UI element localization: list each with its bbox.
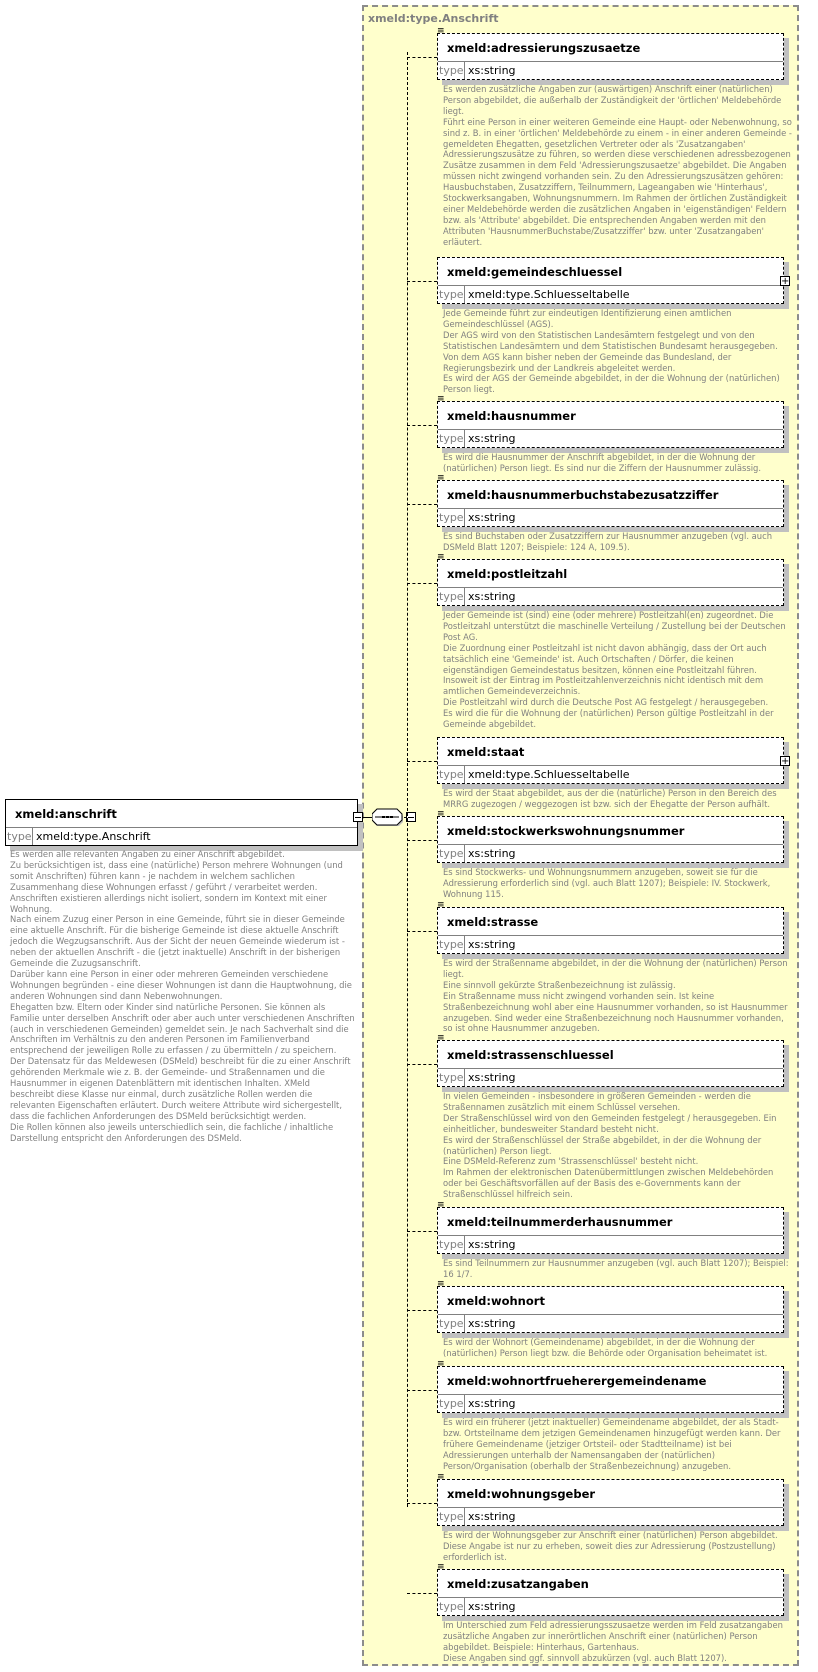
root-element-box[interactable] [5,799,358,846]
child-element[interactable] [437,257,790,395]
type-label: type [439,847,464,860]
type-value: xs:string [468,1238,516,1251]
type-label: type [439,768,464,781]
type-label: type [439,1397,464,1410]
connector-line [407,1593,437,1594]
type-row [438,1236,783,1253]
root-documentation: Es werden alle relevanten Angaben zu einer Anschrift abgebildet. Zu berücksichtigen ist, dass eine (natürliche) Person mehrere Wohnungen (und somit Anschriften) führen kann - je nachdem in welchem sachlichen Zusammenhang diese Wohnungen erfasst / geführt / verarbeitet werden. Anschriften existieren allerdings nicht isoliert, sondern im Kontext mit einer Wohnung. Nach einem Zuzug einer Person in eine Gemeinde, führt sie in dieser Gemeinde eine aktuelle Anschrift. Für die bisherige Gemeinde ist diese aktuelle Anschrift jedoch die Wegzugsanschrift. Aus der Sicht der neuen Gemeinde wiederum ist - neben der aktuellen Anschrift - die (jetzt inaktuelle) Anschrift in der bisherigen Gemeinde die Zuzugsanschrift. Darüber kann eine Person in einer oder mehreren Gemeinden verschiedene Wohnungen begründen - eine dieser Wohnungen ist dann die Hauptwohnung, die anderen Wohnungen sind dann Nebenwohnungen. Ehegatten bzw. Eltern oder Kinder sind natürliche Personen. Sie können als Familie unter derselben Anschrift oder aber auch unter verschiedenen Anschriften (auch in verschiedenen Gemeinden) gemeldet sein. Je nach Sachverhalt sind die Anschriften im Verhältnis zu den anderen Personen im Familienverband entsprechend der jeweiligen Rolle zu erfassen / zu übermitteln / zu speichern. Der Datensatz für das Meldewesen (DSMeld) beschreibt für die zu einer Anschrift gehörenden Merkmale wie z. B. der Gemeinde- und Straßennamen und die Hausnummer in eigenen Datenblättern mit identischen Inhalten. XMeld beschreibt diese Klasse nur einmal, durch zusätzliche Rollen werden die relevanten Eigenschaften erläutert. Durch weitere Attribute wird sichergestellt, dass die fachlichen Anforderungen des DSMeld berücksichtigt werden. Die Rollen können also jeweils unterschiedlich sein, die fachliche / inhaltliche Darstellung entspricht den Anforderungen des DSMeld. [10,849,355,1143]
type-row [438,1508,783,1525]
type-value: xmeld:type.Schluesseltabelle [468,768,630,781]
element-box[interactable] [437,737,790,784]
child-element[interactable] [437,1200,789,1279]
type-value: xs:string [468,1510,516,1523]
child-element[interactable] [437,1562,784,1663]
connector-line [407,1390,437,1391]
element-documentation: Es werden zusätzliche Angaben zur (auswärtigen) Anschrift einer (natürlichen) Person abgebildet, die außerhalb der Zuständigkeit der 'örtlichen' Meldebehörde liegt. Führt eine Person in einer weiteren Gemeinde eine Haupt- oder Nebenwohnung, so sind z. B. in einer 'örtlichen' Meldebehörde zu einem - in einer anderen Gemeinde - gemeldeten Ehegatten, gesetzlichen Vertreter oder als 'Zusatzangaben' Adressierungszusätze zu führen, so werden diese verschiedenen adressbezogenen Zusätze zusammen in dem Feld 'Adressierungszusaetze' abgebildet. Die Angaben müssen nicht zwingend vorhanden sein. Zu den Adressierungszusätzen gehören: Hausbuchstaben, Zusatzziffern, Teilnummern, Lageangaben wie 'Hinterhaus', Stockwerksangaben, Wohnungsnummern. Im Rahmen der örtlichen Zuständigkeit einer Meldebehörde werden die zusätzlichen Angaben in 'eigenständigen' Feldern bzw. als 'Attribute' abgebildet. Die entsprechenden Angaben werden mit den Attributen 'HausnummerBuchstabe/Zusatzziffer' bzw. unter 'Zusatzangaben' erläutert. [443,84,792,247]
element-box[interactable] [437,552,784,606]
connector-line [407,1503,437,1504]
element-documentation: Es wird ein früherer (jetzt inaktueller) Gemeindename abgebildet, der als Stadt- bzw. Ortsteilname dem jetzigen Gemeindenamen hinzugefügt werden kann. Der frühere Gemeindename (jetziger Ortsteil- oder Stadtteilname) ist bei Adressierungen unterhalb der Namensangaben der (natürlichen) Person/Organisation (oberhalb der Straßenbezeichnung) anzugeben. [443,1417,781,1471]
sequence-branch-line [407,52,408,1507]
element-documentation: Es sind Teilnummern zur Hausnummer anzugeben (vgl. auch Blatt 1207); Beispiel: 16 1/7. [443,1258,789,1279]
annotation-icon: ≡ [437,809,445,819]
type-value: xs:string [468,847,516,860]
type-row [438,62,783,79]
type-value: xs:string [468,1600,516,1613]
element-documentation: Es wird der Wohnort (Gemeindename) abgebildet, in der die Wohnung der (natürlichen) Person liegt bzw. die Behörde oder Organisation beheimatet ist. [443,1337,768,1358]
child-element[interactable] [437,552,786,730]
element-name: xmeld:strasse [438,908,783,936]
type-row [438,766,783,783]
type-row [438,1395,783,1412]
connector-line [407,583,437,584]
element-box[interactable] [437,1472,784,1526]
annotation-icon: ≡ [437,394,445,404]
plus-icon[interactable]: + [781,756,790,767]
element-name: xmeld:hausnummerbuchstabezusatzziffer [438,481,783,509]
connector-line [363,817,372,818]
annotation-icon: ≡ [437,1472,445,1482]
element-documentation: Es wird der Straßenname abgebildet, in der die Wohnung der (natürlichen) Person liegt. Eine sinnvoll gekürzte Straßenbezeichnung ist zulässig. Ein Straßenname muss nicht zwingend vorhanden sein. Ist keine Straßenbezeichnung wohl aber eine Hausnummer vorhanden, so ist Hausnummer anzugeben. Sind weder eine Straßenbezeichnung noch Hausnummer vorhanden, so ist ohne Hausnummer anzugeben. [443,958,788,1034]
connector-line [407,761,437,762]
type-value: xmeld:type.Anschrift [36,830,151,843]
child-element[interactable] [437,473,784,552]
element-name: xmeld:strassenschluessel [438,1041,783,1069]
element-documentation: Es wird die Hausnummer der Anschrift abgebildet, in der die Wohnung der (natürlichen) Person liegt. Es sind nur die Ziffern der Hausnummer zulässig. [443,452,762,473]
child-element[interactable] [437,900,788,1034]
child-element[interactable] [437,1279,784,1358]
type-row [438,430,783,447]
element-box[interactable] [437,1033,784,1087]
connector-line [407,504,437,505]
connector-line [407,57,437,58]
element-box[interactable] [437,1279,784,1333]
element-documentation: Im Unterschied zum Feld adressierungsszusaetze werden im Feld zusatzangaben zusätzliche Angaben zur innerörtlichen Anschrift einer (natürlichen) Person abgebildet. Beispiele: Hinterhaus, Gartenhaus. Diese Angaben sind ggf. sinnvoll abzukürzen (vgl. auch Blatt 1207). [443,1620,783,1663]
annotation-icon: ≡ [437,1200,445,1210]
child-element[interactable] [437,1033,784,1200]
element-name: xmeld:staat [438,738,783,766]
element-name: xmeld:wohnortfrueherergemeindename [438,1367,783,1395]
type-label: type [7,830,32,843]
element-name: xmeld:wohnungsgeber [438,1480,783,1508]
type-row [438,845,783,862]
element-name: xmeld:adressierungszusaetze [438,34,783,62]
type-row [438,936,783,953]
type-label: type [439,1071,464,1084]
type-label: type [439,64,464,77]
type-value: xs:string [468,432,516,445]
connector-line [407,425,437,426]
element-name: xmeld:zusatzangaben [438,1570,783,1598]
type-value: xs:string [468,590,516,603]
type-value: xs:string [468,1071,516,1084]
element-documentation: Es wird der Wohnungsgeber zur Anschrift einer (natürlichen) Person abgebildet. Diese Angabe ist nur zu erheben, soweit dies zur Adressierung (Postzustellung) erforderlich ist. [443,1530,778,1562]
element-box[interactable] [437,473,784,527]
sequence-compositor-icon[interactable] [372,808,404,826]
root-element-name: xmeld:anschrift [6,800,357,828]
type-value: xs:string [468,1397,516,1410]
type-row [438,1598,783,1615]
element-box[interactable] [437,900,784,954]
type-label: type [439,1317,464,1330]
connector-line [407,931,437,932]
type-row [438,509,783,526]
element-documentation: Es wird der Staat abgebildet, aus der die (natürliche) Person in den Bereich des MRRG zugezogen / weggezogen ist bzw. sich der Ehegatte der Person aufhält. [443,788,777,809]
element-documentation: Es sind Buchstaben oder Zusatzziffern zur Hausnummer anzugeben (vgl. auch DSMeld Blatt 1207; Beispiele: 124 A, 109.5). [443,531,773,552]
element-box[interactable] [437,394,784,448]
type-row [438,588,783,605]
element-box[interactable] [437,809,784,863]
element-documentation: In vielen Gemeinden - insbesondere in größeren Gemeinden - werden die Straßennamen zusätzlich mit einem Schlüssel versehen. Der Straßenschlüssel wird von den Gemeinden festgelegt / herausgegeben. Ein einheitlicher, bundesweiter Standard besteht nicht. Es wird der Straßenschlüssel der Straße abgebildet, in der die Wohnung der (natürlichen) Person liegt. Eine DSMeld-Referenz zum 'Strassenschlüssel' besteht nicht. Im Rahmen der elektronischen Datenübermittlungen zwischen Meldebehörden oder bei Geschäftsvorfällen auf der Basis des e-Governments kann der Straßenschlüssel hilfreich sein. [443,1091,777,1200]
child-element[interactable] [437,737,790,809]
type-label: type [439,938,464,951]
connector-line [407,1231,437,1232]
complex-type-title: xmeld:type.Anschrift [368,12,499,25]
connector-line [407,281,437,282]
plus-icon[interactable]: + [781,276,790,287]
element-documentation: Jeder Gemeinde ist (sind) eine (oder mehrere) Postleitzahl(en) zugeordnet. Die Postleitzahl unterstützt die maschinelle Verteilung / Zustellung bei der Deutschen Post AG. Die Zuordnung einer Postleitzahl ist nicht davon abhängig, dass der Ort auch tatsächlich eine 'Gemeinde' ist. Auch Ortschaften / Dörfer, die keinen eigenständigen Gemeindestatus besitzen, können eine Postleitzahl führen. Insoweit ist der Eintrag im Postleitzahlenverzeichnis nicht identisch mit dem amtlichen Gemeindeverzeichnis. Die Postleitzahl wird durch die Deutsche Post AG festgelegt / herausgegeben. Es wird die für die Wohnung der (natürlichen) Person gültige Postleitzahl in der Gemeinde abgebildet. [443,610,786,730]
annotation-icon: ≡ [437,552,445,562]
child-element[interactable] [437,1472,784,1562]
type-row [438,286,783,303]
element-box[interactable] [437,257,790,304]
connector-line [407,1064,437,1065]
annotation-icon: ≡ [437,1033,445,1043]
child-element[interactable] [437,394,784,473]
connector-line [404,817,406,818]
element-name: xmeld:teilnummerderhausnummer [438,1208,783,1236]
type-row [438,1315,783,1332]
annotation-icon: ≡ [437,900,445,910]
type-value: xs:string [468,938,516,951]
type-label: type [439,511,464,524]
annotation-icon: ≡ [437,1562,445,1572]
element-name: xmeld:hausnummer [438,402,783,430]
element-name: xmeld:wohnort [438,1287,783,1315]
element-name: xmeld:postleitzahl [438,560,783,588]
annotation-icon: ≡ [437,26,445,36]
annotation-icon: ≡ [437,1279,445,1289]
element-name: xmeld:stockwerkswohnungsnummer [438,817,783,845]
element-box[interactable] [437,1359,784,1413]
child-element[interactable] [437,809,784,899]
element-box[interactable] [437,1562,784,1616]
type-row [438,1069,783,1086]
type-label: type [439,1238,464,1251]
element-documentation: Es sind Stockwerks- und Wohnungsnummern anzugeben, soweit sie für die Adressierung erforderlich sind (vgl. auch Blatt 1207); Beispiele: IV. Stockwerk, Wohnung 115. [443,867,771,899]
type-label: type [439,432,464,445]
type-value: xs:string [468,1317,516,1330]
element-box[interactable] [437,26,784,80]
element-name: xmeld:gemeindeschluessel [438,258,783,286]
type-label: type [439,1510,464,1523]
type-label: type [439,1600,464,1613]
type-value: xmeld:type.Schluesseltabelle [468,288,630,301]
type-label: type [439,590,464,603]
annotation-icon: ≡ [437,1359,445,1369]
annotation-icon: ≡ [437,473,445,483]
minus-icon[interactable] [353,812,363,822]
type-value: xs:string [468,511,516,524]
root-type-row [6,828,357,845]
element-documentation: Jede Gemeinde führt zur eindeutigen Identifizierung einen amtlichen Gemeindeschlüssel (AGS). Der AGS wird von den Statistischen Landesämtern festgelegt und von den Statistischen Landesämtern und dem Statistischen Bundesamt herausgegeben. Von dem AGS kann bisher neben der Gemeinde das Bundesland, der Regierungsbezirk und der Landkreis abgeleitet werden. Es wird der AGS der Gemeinde abgebildet, in der die Wohnung der (natürlichen) Person liegt. [443,308,780,395]
element-box[interactable] [437,1200,784,1254]
type-value: xs:string [468,64,516,77]
connector-line [407,840,437,841]
child-element[interactable] [437,26,792,247]
child-element[interactable] [437,1359,784,1471]
connector-line [407,1310,437,1311]
root-element[interactable] [5,799,358,1143]
type-label: type [439,288,464,301]
